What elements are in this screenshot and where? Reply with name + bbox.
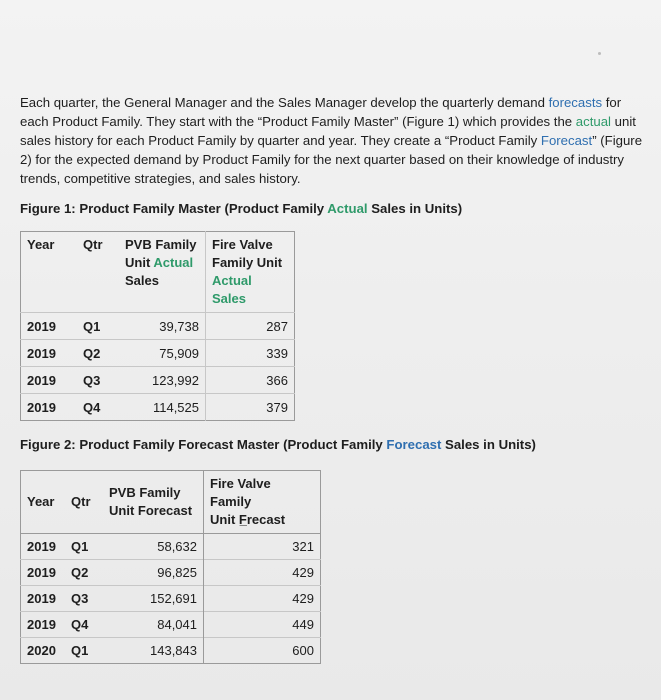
header-fire: Fire Valve Family Unit F̲recast xyxy=(210,476,286,527)
header-qtr: Qtr xyxy=(71,494,91,509)
figure1-title: Figure 1: Product Family Master (Product Family Actual Sales in Units) xyxy=(20,201,463,216)
para-text-3: unit sales history for each Product Family by quarter and year. They create a “Product Family xyxy=(20,114,636,148)
para-link-forecast: Forecast xyxy=(540,133,593,148)
figure1-table xyxy=(20,231,295,421)
header-pvb: PVB Family Unit Forecast xyxy=(103,471,204,534)
figure2-table xyxy=(20,470,321,664)
speck xyxy=(598,52,601,55)
table-row: 2019 Q1 58,632 321 xyxy=(21,534,321,560)
table-header-row xyxy=(21,232,295,313)
header-year: Year xyxy=(27,237,55,252)
table-row: 2019 Q1 39,738 287 xyxy=(21,313,295,340)
header-pvb: PVB Family Unit Actual Sales xyxy=(119,232,206,313)
para-link-actual: actual xyxy=(575,114,611,129)
para-text-4: ” (Figure 2) for the expected demand by Product Family for the next quarter based on their knowledge of industry trends, competitive strategies, and sales history. xyxy=(20,133,643,186)
header-qtr: Qtr xyxy=(83,237,103,252)
header-fire: Fire Valve Family Unit Actual Sales xyxy=(212,237,283,306)
intro-paragraph xyxy=(20,93,652,188)
table-row: 2019 Q4 84,041 449 xyxy=(21,612,321,638)
table-row: 2019 Q2 96,825 429 xyxy=(21,560,321,586)
header-year: Year xyxy=(27,494,55,509)
table-row: 2020 Q1 143,843 600 xyxy=(21,638,321,664)
para-text-1: Each quarter, the General Manager and the Sales Manager develop the quarterly demand xyxy=(20,95,549,110)
table-row: 2019 Q2 75,909 339 xyxy=(21,340,295,367)
table-header-row xyxy=(21,471,321,534)
para-text-2: for each Product Family. They start with the “Product Family Master” (Figure 1) which provides the xyxy=(20,95,622,129)
table-row: 2019 Q4 114,525 379 xyxy=(21,394,295,421)
para-link-forecasts: forecasts xyxy=(548,95,603,110)
figure2-title: Figure 2: Product Family Forecast Master (Product Family Forecast Sales in Units) xyxy=(20,437,536,452)
table-row: 2019 Q3 123,992 366 xyxy=(21,367,295,394)
table-row: 2019 Q3 152,691 429 xyxy=(21,586,321,612)
